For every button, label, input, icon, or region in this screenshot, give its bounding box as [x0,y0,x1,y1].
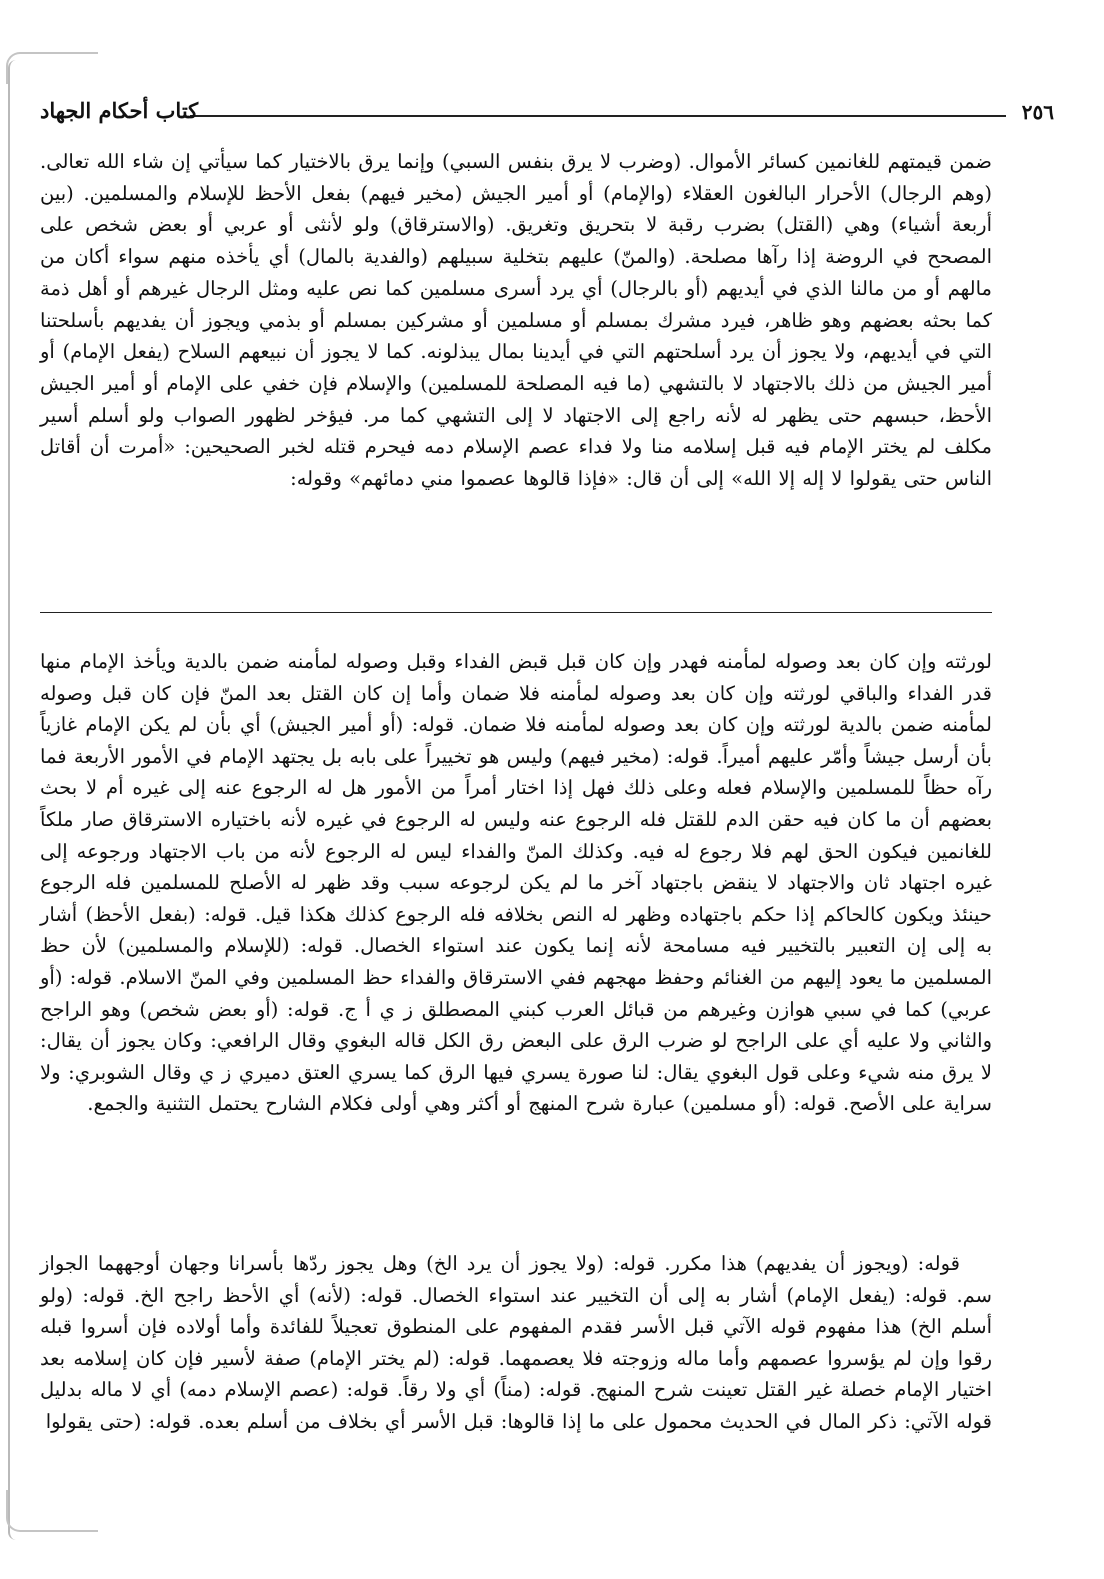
header-rule [190,115,1006,117]
running-title: كتاب أحكام الجهاد [40,98,199,123]
page-curl-top-decoration [6,52,98,84]
footnote-divider [40,612,992,613]
commentary-paragraph-1: لورثته وإن كان بعد وصوله لمأمنه فهدر وإن كان قبل قبض الفداء وقبل وصوله لمأمنه ضمن بالدية ويأخذ الإمام منها قدر الفداء والباقي لورثته وإن كان بعد وصوله لمأمنه فلا ضمان وأما إن كان القتل بعد المنّ فإن كان قبل وصوله لمأمنه ضمن بالدية لورثته وإن كان بعد وصوله لمأمنه فلا ضمان. قوله: (أو أمير الجيش) أي بأن لم يكن الإمام غازياً بأن أرسل جيشاً وأمّر عليهم أميراً. قوله: (مخير فيهم) وليس هو تخييراً على بابه بل يجتهد الإمام في الأمور الأربعة فما رآه حظاً للمسلمين والإسلام فعله وعلى ذلك فهل إذا اختار أمراً من الأمور هل له الرجوع عنه إلى غيره أم لا بحث بعضهم أن ما كان فيه حقن الدم للقتل فله الرجوع عنه وليس له الرجوع في غيره لأنه باختياره الاسترقاق صار ملكاً للغانمين فيكون الحق لهم فلا رجوع له فيه. وكذلك المنّ والفداء ليس له الرجوع لأنه من باب الاجتهاد ورجوعه إلى غيره اجتهاد ثان والاجتهاد لا ينقض باجتهاد آخر ما لم يكن لرجوعه سبب وقد ظهر له الأصلح للمسلمين فله الرجوع حينئذ ويكون كالحاكم إذا حكم باجتهاده وظهر له النص بخلافه فله الرجوع كذلك هكذا قيل. قوله: (بفعل الأحظ) أشار به إلى إن التعبير بالتخيير فيه مسامحة لأنه إنما يكون عند استواء الخصال. قوله: (للإسلام والمسلمين) لأن حظ المسلمين ما يعود إليهم من الغنائم وحفظ مهجهم ففي الاسترقاق والفداء حظ المسلمين وفي المنّ الاسلام. قوله: (أو عربي) كما في سبي هوازن وغيرهم من قبائل العرب كبني المصطلق ز ي أ ج. قوله: (أو بعض شخص) وهو الراجح والثاني ولا عليه أي على الراجح لو ضرب الرق على البعض رق الكل قاله البغوي وقال الرافعي: وكان يجوز أن يقال: لا يرق منه شيء وعلى قول البغوي يقال: لنا صورة يسري فيها الرق كما يسري العتق دميري ز ي وقال الشوبري: ولا سراية على الأصح. قوله: (أو مسلمين) عبارة شرح المنهج أو أكثر وهي أولى فكلام الشارح يحتمل التثنية والجمع. [40,650,992,1116]
main-paragraph: ضمن قيمتهم للغانمين كسائر الأموال. (وضرب لا يرق بنفس السبي) وإنما يرق بالاختيار كما سيأتي إن شاء الله تعالى. (وهم الرجال) الأحرار البالغون العقلاء (والإمام) أو أمير الجيش (مخير فيهم) بفعل الأحظ للإسلام والمسلمين. (بين أربعة أشياء) وهي (القتل) بضرب رقبة لا بتحريق وتغريق. (والاسترقاق) ولو لأنثى أو عربي أو بعض شخص على المصحح في الروضة إذا رآها مصلحة. (والمنّ) عليهم بتخلية سبيلهم (والفدية بالمال) أي يأخذه منهم سواء أكان من مالهم أو من مالنا الذي في أيديهم (أو بالرجال) أي يرد أسرى مسلمين كما نص عليه ومثل الرجال غيرهم أو أهل ذمة كما بحثه بعضهم وهو ظاهر، فيرد مشرك بمسلم أو مسلمين أو مشركين بمسلم أو بذمي ويجوز أن يفديهم بأسلحتنا التي في أيديهم، ولا يجوز أن يرد أسلحتهم التي في أيدينا بمال يبذلونه. كما لا يجوز أن نبيعهم السلاح (يفعل الإمام) أو أمير الجيش من ذلك بالاجتهاد لا بالتشهي (ما فيه المصلحة للمسلمين) والإسلام فإن خفي على الإمام أو أمير الجيش الأحظ، حبسهم حتى يظهر له لأنه راجع إلى الاجتهاد لا إلى التشهي كما مر. فيؤخر لظهور الصواب ولو أسلم أسير مكلف لم يختر الإمام فيه قبل إسلامه منا ولا فداء عصم الإسلام دمه فيحرم قتله لخبر الصحيحين: «أمرت أن أقاتل الناس حتى يقولوا لا إله إلا الله» إلى أن قال: «فإذا قالوها عصموا مني دمائهم» وقوله: [40,150,992,491]
commentary-section [40,646,992,1120]
page-header [40,98,1054,132]
page-number: ٢٥٦ [1021,100,1054,124]
main-text [40,146,992,495]
commentary-paragraph-2: قوله: (ويجوز أن يفديهم) هذا مكرر. قوله: (ولا يجوز أن يرد الخ) وهل يجوز ردّها بأسرانا وجهان أوجههما الجواز سم. قوله: (يفعل الإمام) أشار به إلى أن التخيير عند استواء الخصال. قوله: (لأنه) أي الأحظ راجح الخ. قوله: (ولو أسلم الخ) هذا مفهوم قوله الآتي قبل الأسر فقدم المفهوم على المنطوق تعجيلاً للفائدة وأما أولاده فإن أسروا قبله رقوا وإن لم يؤسروا عصمهم وأما ماله وزوجته فلا يعصمهما. قوله: (لم يختر الإمام) صفة لأسير فإن كان إسلامه بعد اختيار الإمام خصلة غير القتل تعينت شرح المنهج. قوله: (مناً) أي ولا رقاً. قوله: (عصم الإسلام دمه) أي لا ماله بدليل قوله الآتي: ذكر المال في الحديث محمول على ما إذا قالوها: قبل الأسر أي بخلاف من أسلم بعده. قوله: (حتى يقولوا [40,1252,992,1433]
page-curl-bottom-decoration [6,1490,98,1532]
commentary-section-2 [40,1248,992,1438]
scan-edge-decoration [8,60,24,1540]
